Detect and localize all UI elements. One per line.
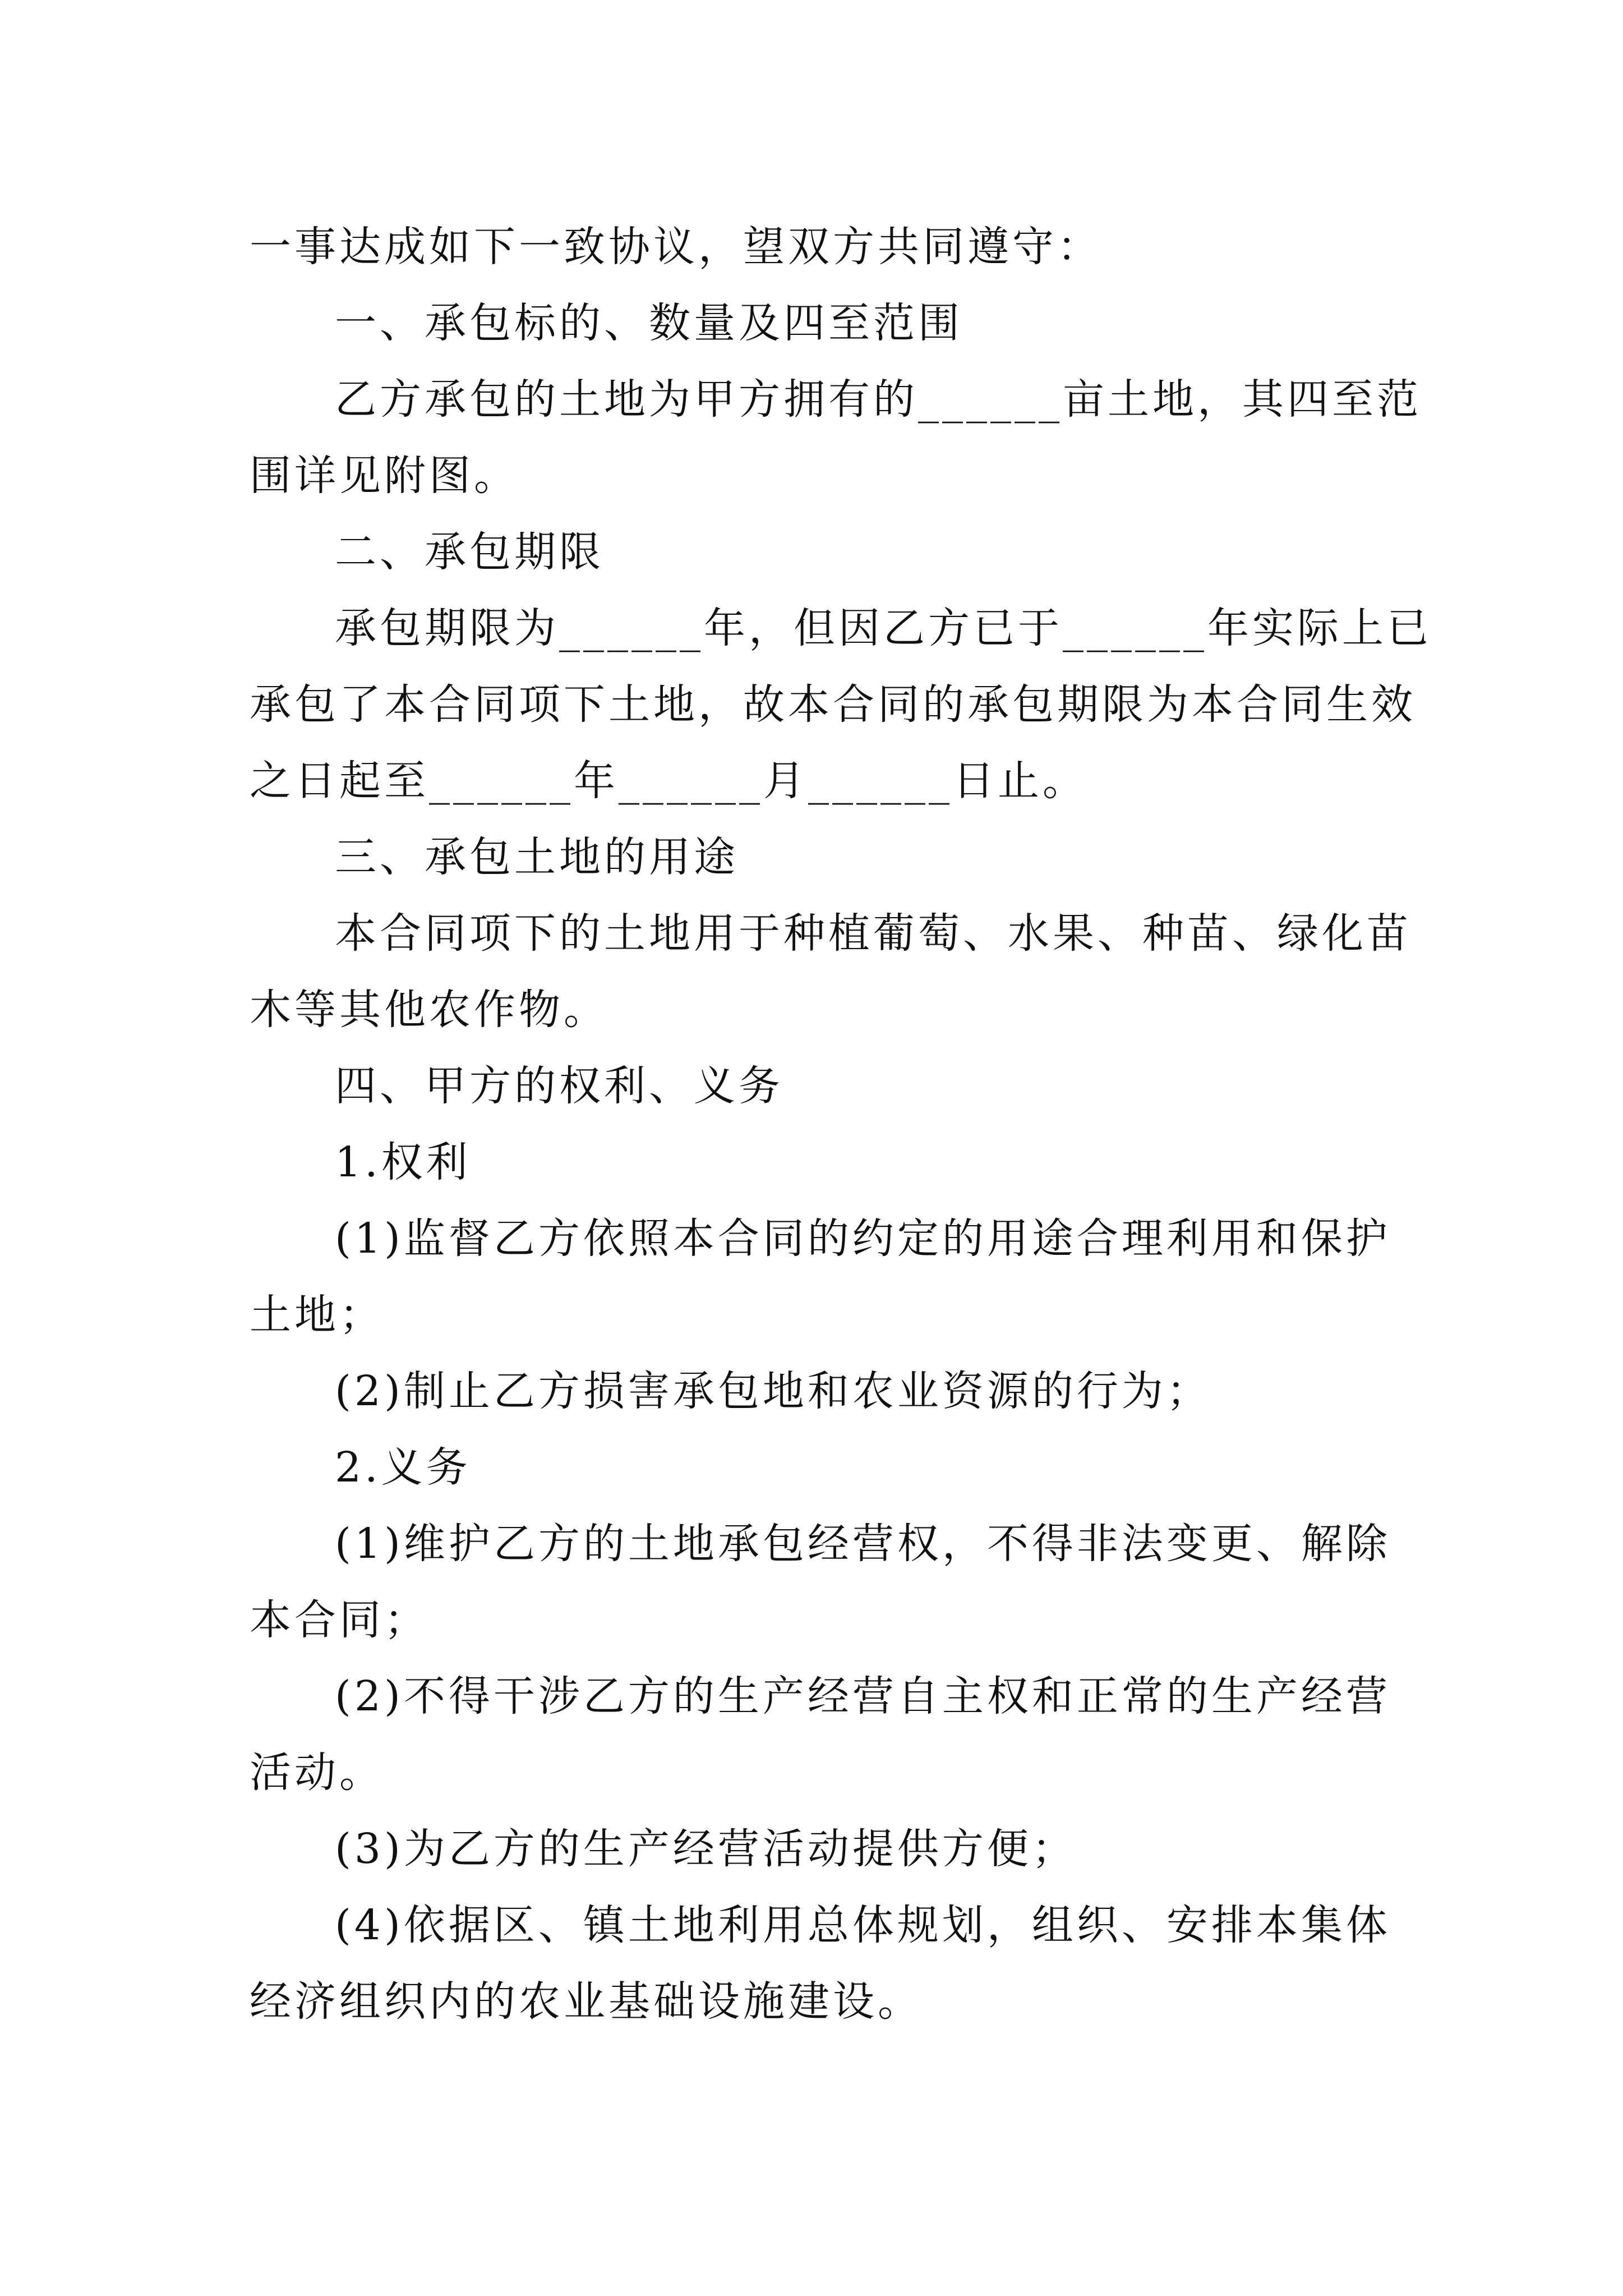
section-heading: 一、承包标的、数量及四至范围 xyxy=(335,299,963,347)
list-item-line: (3)为乙方的生产经营活动提供方便； xyxy=(335,1825,1077,1873)
list-item-line: (4)依据区、镇土地利用总体规划，组织、安排本集体 xyxy=(335,1901,1391,1949)
subsection-heading: 2.义务 xyxy=(335,1443,471,1492)
paragraph-line: 本合同项下的土地用于种植葡萄、水果、种苗、绿化苗 xyxy=(335,909,1412,958)
list-item-line: 本合同； xyxy=(250,1596,429,1644)
list-item-line: 土地； xyxy=(250,1291,384,1339)
paragraph-line: 乙方承包的土地为甲方拥有的______亩土地，其四至范 xyxy=(335,375,1422,424)
paragraph-line: 承包了本合同项下土地，故本合同的承包期限为本合同生效 xyxy=(250,680,1416,729)
text-line: 一事达成如下一致协议，望双方共同遵守： xyxy=(250,223,1102,271)
paragraph-line: 之日起至______年______月______日止。 xyxy=(250,757,1087,805)
paragraph-line: 承包期限为______年，但因乙方已于______年实际上已 xyxy=(335,604,1432,652)
list-item-line: 经济组织内的农业基础设施建设。 xyxy=(250,1977,923,2026)
list-item-line: 活动。 xyxy=(250,1749,384,1797)
paragraph-line: 围详见附图。 xyxy=(250,452,519,500)
subsection-heading: 1.权利 xyxy=(335,1138,471,1186)
paragraph-line: 木等其他农作物。 xyxy=(250,986,608,1034)
document-body xyxy=(250,209,1432,2040)
section-heading: 三、承包土地的用途 xyxy=(335,833,739,881)
list-item-line: (2)制止乙方损害承包地和农业资源的行为； xyxy=(335,1367,1211,1415)
list-item-line: (1)维护乙方的土地承包经营权，不得非法变更、解除 xyxy=(335,1520,1391,1568)
list-item-line: (1)监督乙方依照本合同的约定的用途合理利用和保护 xyxy=(335,1214,1391,1263)
section-heading: 二、承包期限 xyxy=(335,528,604,576)
list-item-line: (2)不得干涉乙方的生产经营自主权和正常的生产经营 xyxy=(335,1672,1391,1720)
section-heading: 四、甲方的权利、义务 xyxy=(335,1062,783,1110)
